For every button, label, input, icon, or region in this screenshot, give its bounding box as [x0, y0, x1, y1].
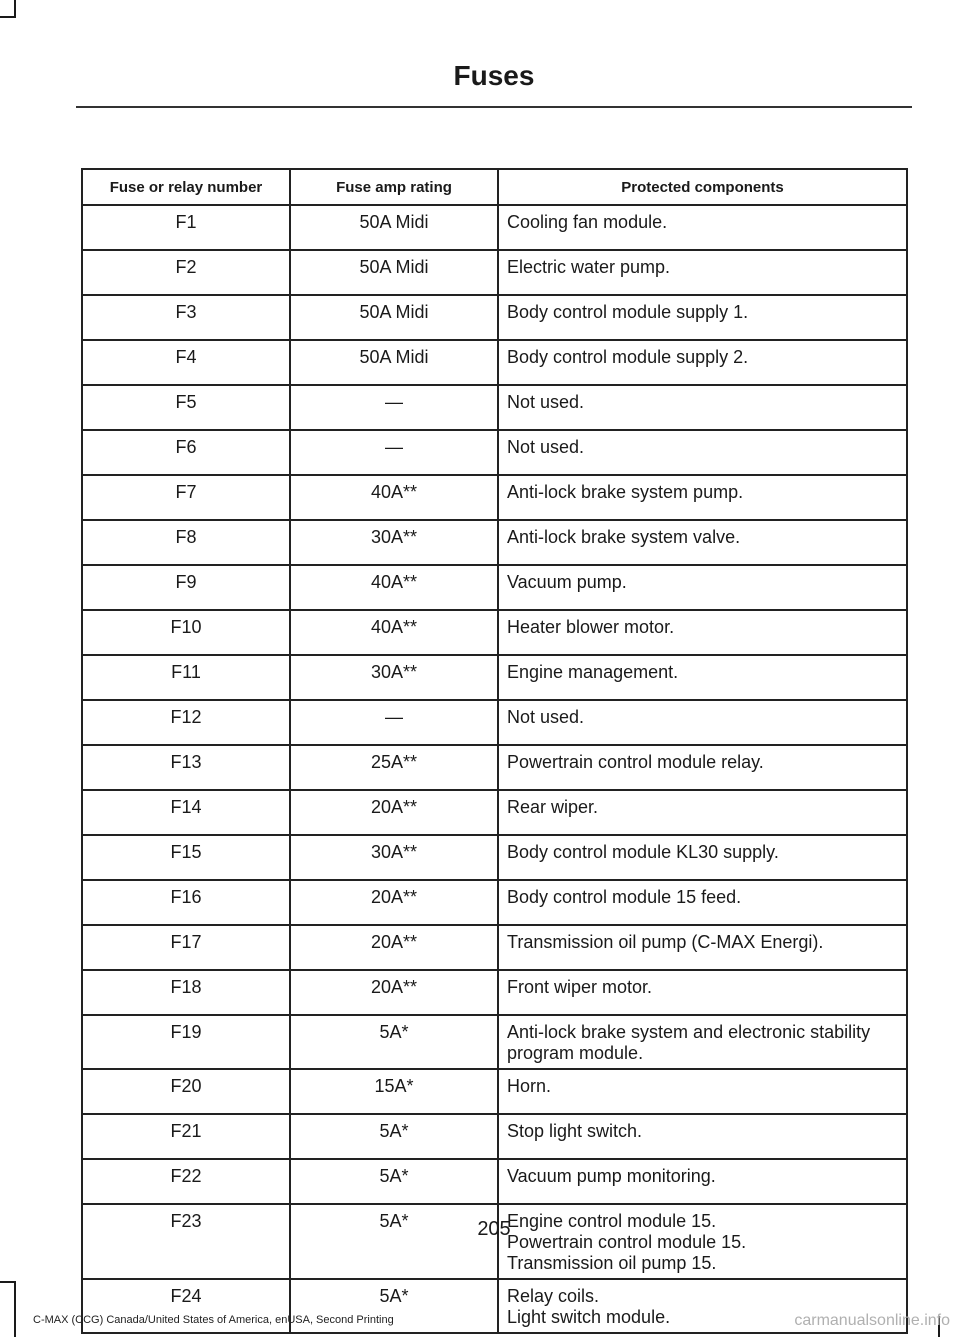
amp-rating-cell: 5A* — [290, 1204, 498, 1279]
component-line: Front wiper motor. — [507, 977, 653, 997]
component-line: Vacuum pump. — [507, 572, 627, 592]
component-line: Body control module supply 1. — [507, 302, 749, 322]
protected-components-cell — [498, 655, 907, 700]
amp-rating-cell: — — [290, 385, 498, 430]
fuse-number-cell: F8 — [82, 520, 290, 565]
fuse-number-cell: F1 — [82, 205, 290, 250]
header-fuse-number: Fuse or relay number — [82, 169, 290, 205]
fuse-number-cell: F3 — [82, 295, 290, 340]
page-number: 205 — [477, 1218, 511, 1240]
table-row — [82, 880, 907, 925]
amp-rating-cell: 40A** — [290, 475, 498, 520]
component-line: Transmission oil pump (C-MAX Energi). — [507, 932, 824, 952]
amp-rating-cell: 50A Midi — [290, 340, 498, 385]
component-line: Engine management. — [507, 662, 679, 682]
amp-rating-cell: 30A** — [290, 655, 498, 700]
amp-rating-cell: 20A** — [290, 880, 498, 925]
fuse-number-cell: F4 — [82, 340, 290, 385]
component-line: Anti-lock brake system valve. — [507, 527, 741, 547]
component-line: Powertrain control module 15. — [507, 1232, 747, 1252]
protected-components-cell — [498, 430, 907, 475]
fuse-number-cell: F20 — [82, 1069, 290, 1114]
fuse-number-cell: F21 — [82, 1114, 290, 1159]
crop-mark — [14, 1281, 16, 1337]
component-line: Transmission oil pump 15. — [507, 1253, 717, 1273]
fuse-number-cell: F23 — [82, 1204, 290, 1279]
table-row — [82, 520, 907, 565]
table-row — [82, 565, 907, 610]
component-line: Electric water pump. — [507, 257, 671, 277]
fuse-number-cell: F16 — [82, 880, 290, 925]
fuse-number-cell: F10 — [82, 610, 290, 655]
protected-components-cell — [498, 385, 907, 430]
fuse-number-cell: F18 — [82, 970, 290, 1015]
component-line: Not used. — [507, 392, 585, 412]
component-line: Anti-lock brake system and electronic stability program module. — [507, 1022, 871, 1063]
amp-rating-cell: 5A* — [290, 1159, 498, 1204]
protected-components-cell — [498, 925, 907, 970]
amp-rating-cell: — — [290, 700, 498, 745]
table-row — [82, 745, 907, 790]
amp-rating-cell: 50A Midi — [290, 295, 498, 340]
fuse-number-cell: F17 — [82, 925, 290, 970]
fuse-number-cell: F22 — [82, 1159, 290, 1204]
protected-components-cell — [498, 1114, 907, 1159]
table-row — [82, 430, 907, 475]
component-line: Horn. — [507, 1076, 552, 1096]
table-body — [82, 205, 907, 1333]
protected-components-cell — [498, 205, 907, 250]
protected-components-cell — [498, 295, 907, 340]
protected-components-cell — [498, 745, 907, 790]
table-row — [82, 340, 907, 385]
fuse-number-cell: F7 — [82, 475, 290, 520]
table-row — [82, 475, 907, 520]
table-row — [82, 1204, 907, 1279]
protected-components-cell — [498, 520, 907, 565]
table-row — [82, 250, 907, 295]
protected-components-cell — [498, 1204, 907, 1279]
protected-components-cell — [498, 1015, 907, 1069]
amp-rating-cell: 50A Midi — [290, 205, 498, 250]
protected-components-cell — [498, 970, 907, 1015]
component-line: Body control module 15 feed. — [507, 887, 742, 907]
component-line: Body control module supply 2. — [507, 347, 749, 367]
table-row — [82, 655, 907, 700]
fuse-number-cell: F24 — [82, 1279, 290, 1333]
table-row — [82, 700, 907, 745]
component-line: Not used. — [507, 437, 585, 457]
table-row — [82, 970, 907, 1015]
amp-rating-cell: 25A** — [290, 745, 498, 790]
fuse-table — [81, 168, 908, 1334]
crop-mark — [0, 1281, 16, 1283]
fuse-number-cell: F19 — [82, 1015, 290, 1069]
amp-rating-cell: 30A** — [290, 520, 498, 565]
protected-components-cell — [498, 340, 907, 385]
protected-components-cell — [498, 880, 907, 925]
fuse-number-cell: F13 — [82, 745, 290, 790]
table-row — [82, 1069, 907, 1114]
title-rule — [76, 106, 912, 108]
protected-components-cell — [498, 1159, 907, 1204]
footer-text: C-MAX (CCG) Canada/United States of America, enUSA, Second Printing — [33, 1314, 394, 1326]
component-line: Stop light switch. — [507, 1121, 643, 1141]
component-line: Relay coils. — [507, 1286, 600, 1306]
watermark: carmanualsonline.info — [794, 1312, 950, 1329]
component-line: Powertrain control module relay. — [507, 752, 764, 772]
crop-mark — [0, 16, 16, 18]
header-amp-rating: Fuse amp rating — [290, 169, 498, 205]
table-row — [82, 1015, 907, 1069]
amp-rating-cell: 5A* — [290, 1114, 498, 1159]
component-line: Cooling fan module. — [507, 212, 668, 232]
table-row — [82, 1159, 907, 1204]
protected-components-cell — [498, 475, 907, 520]
amp-rating-cell: 40A** — [290, 565, 498, 610]
fuse-number-cell: F14 — [82, 790, 290, 835]
component-line: Vacuum pump monitoring. — [507, 1166, 716, 1186]
amp-rating-cell: 30A** — [290, 835, 498, 880]
protected-components-cell — [498, 565, 907, 610]
protected-components-cell — [498, 790, 907, 835]
fuse-number-cell: F2 — [82, 250, 290, 295]
protected-components-cell — [498, 835, 907, 880]
table-row — [82, 205, 907, 250]
table-row — [82, 835, 907, 880]
table-row — [82, 790, 907, 835]
component-line: Body control module KL30 supply. — [507, 842, 779, 862]
component-line: Anti-lock brake system pump. — [507, 482, 744, 502]
component-line: Heater blower motor. — [507, 617, 675, 637]
protected-components-cell — [498, 1069, 907, 1114]
component-line: Engine control module 15. — [507, 1211, 717, 1231]
amp-rating-cell: 50A Midi — [290, 250, 498, 295]
table-row — [82, 925, 907, 970]
fuse-number-cell: F15 — [82, 835, 290, 880]
amp-rating-cell: 40A** — [290, 610, 498, 655]
amp-rating-cell: 5A* — [290, 1015, 498, 1069]
protected-components-cell — [498, 700, 907, 745]
table-header-row — [82, 169, 907, 205]
fuse-number-cell: F6 — [82, 430, 290, 475]
table-row — [82, 295, 907, 340]
component-line: Rear wiper. — [507, 797, 599, 817]
amp-rating-cell: 20A** — [290, 790, 498, 835]
component-line: Not used. — [507, 707, 585, 727]
protected-components-cell — [498, 250, 907, 295]
component-line: Light switch module. — [507, 1307, 671, 1327]
protected-components-cell — [498, 610, 907, 655]
fuse-number-cell: F9 — [82, 565, 290, 610]
fuse-number-cell: F12 — [82, 700, 290, 745]
fuse-number-cell: F11 — [82, 655, 290, 700]
fuse-number-cell: F5 — [82, 385, 290, 430]
header-protected-components: Protected components — [498, 169, 907, 205]
table-row — [82, 385, 907, 430]
table-row — [82, 1114, 907, 1159]
amp-rating-cell: 15A* — [290, 1069, 498, 1114]
page-title: Fuses — [453, 60, 535, 91]
amp-rating-cell: 5A* — [290, 1279, 498, 1333]
amp-rating-cell: 20A** — [290, 925, 498, 970]
amp-rating-cell: 20A** — [290, 970, 498, 1015]
amp-rating-cell: — — [290, 430, 498, 475]
table-row — [82, 610, 907, 655]
